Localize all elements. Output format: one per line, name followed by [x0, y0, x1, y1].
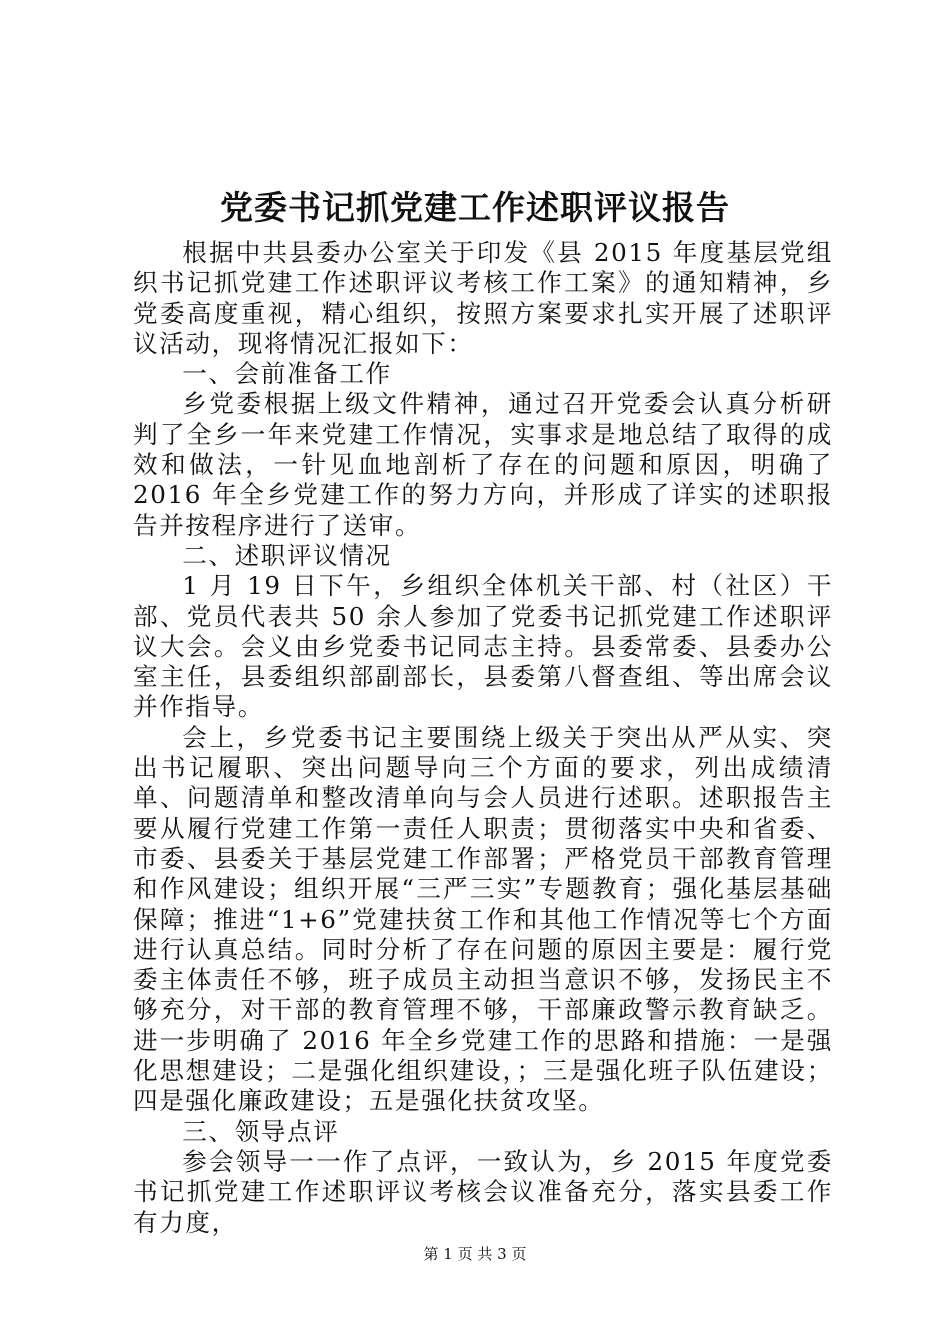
paragraph-report-content: 会上，乡党委书记主要围绕上级关于突出从严从实、突出书记履职、突出问题导向三个方面的要求，列出成绩清单、问题清单和整改清单向与会人员进行述职。述职报告主要从履行党建工作第一责任人职责；贯彻落实中央和省委、市委、县委关于基层党建工作部署；严格党员干部教育管理和作风建设；组织开展“三严三实”专题教育；强化基层基础保障；推进“1+6”党建扶贫工作和其他工作情况等七个方面进行认真总结。同时分析了存在问题的原因主要是：履行党委主体责任不够，班子成员主动担当意识不够，发扬民主不够充分，对干部的教育管理不够，干部廉政警示教育缺乏。进一步明确了 2016 年全乡党建工作的思路和措施：一是强化思想建设；二是强化组织建设，；三是强化班子队伍建设；四是强化廉政建设；五是强化扶贫攻坚。 [133, 722, 833, 1116]
document-title: 党委书记抓党建工作述职评议报告 [220, 188, 730, 227]
paragraph-leader-comments: 参会领导一一作了点评，一致认为，乡 2015 年度党委书记抓党建工作述职评议考核会议准备充分，落实县委工作有力度， [133, 1146, 833, 1237]
document-body [133, 238, 833, 1238]
paragraph-intro: 根据中共县委办公室关于印发《县 2015 年度基层党组织书记抓党建工作述职评议考核工作工案》的通知精神，乡党委高度重视，精心组织，按照方案要求扎实开展了述职评议活动，现将情况汇报如下： [133, 238, 833, 358]
section-heading-1: 一、会前准备工作 [182, 359, 392, 389]
section-heading-3: 三、领导点评 [182, 1116, 340, 1146]
paragraph-meeting: 1 月 19 日下午，乡组织全体机关干部、村（社区）干部、党员代表共 50 余人参加了党委书记抓党建工作述职评议大会。会义由乡党委书记同志主持。县委常委、县委办公室主任，县委组织部副部长，县委第八督查组、等出席会议并作指导。 [133, 571, 833, 722]
page-footer: 第 1 页 共 3 页 [423, 1245, 527, 1263]
section-heading-2: 二、述职评议情况 [182, 540, 392, 570]
paragraph-preparation: 乡党委根据上级文件精神，通过召开党委会认真分析研判了全乡一年来党建工作情况，实事求是地总结了取得的成效和做法，一针见血地剖析了存在的问题和原因，明确了 2016 年全乡党建工作的努力方向，并形成了详实的述职报告并按程序进行了送审。 [133, 389, 833, 540]
